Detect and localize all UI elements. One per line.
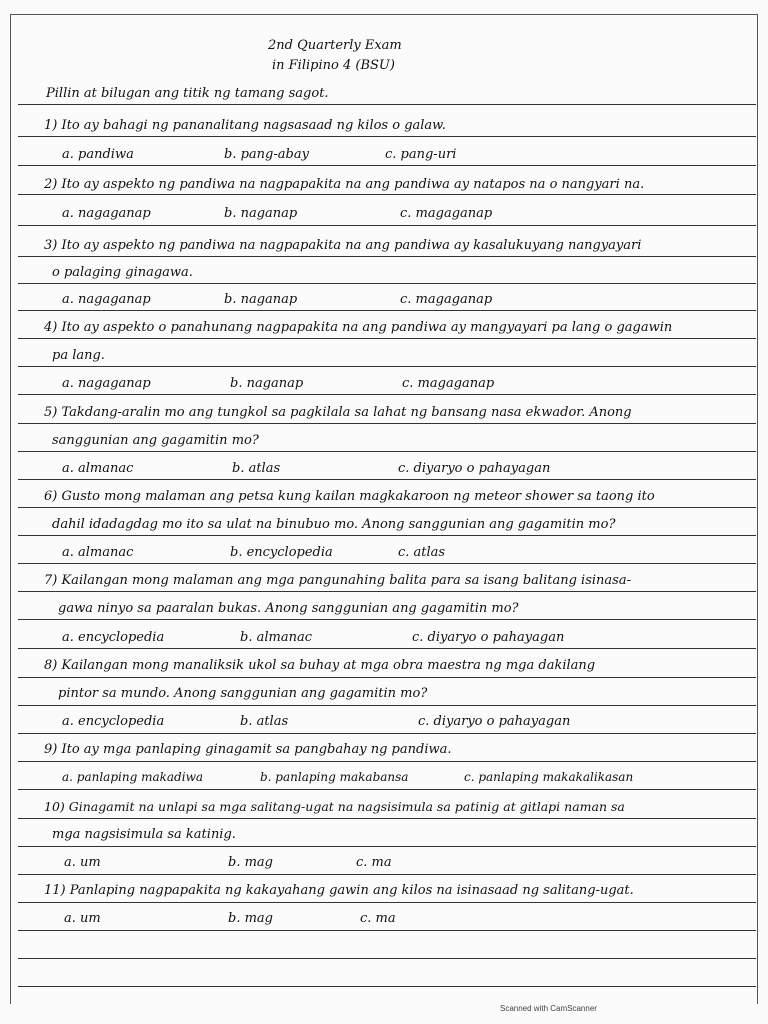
ruled-line [18,818,756,819]
question-7-choice-b[interactable]: b. almanac [240,630,312,645]
ruled-line [18,986,756,987]
ruled-line [18,165,756,166]
ruled-line [18,535,756,536]
ruled-line [18,136,756,137]
question-7-choice-a[interactable]: a. encyclopedia [62,630,165,645]
question-2-text: 2) Ito ay aspekto ng pandiwa na nagpapakita na ang pandiwa ay natapos na o nangyari na. [44,177,645,192]
ruled-line [18,930,756,931]
ruled-line [18,619,756,620]
question-6-text-cont: dahil idadagdag mo ito sa ulat na binubuo mo. Anong sanggunian ang gagamitin mo? [52,517,616,532]
question-6-choice-c[interactable]: c. atlas [398,545,446,560]
ruled-line [18,563,756,564]
question-6-text: 6) Gusto mong malaman ang petsa kung kailan magkakaroon ng meteor shower sa taong ito [44,489,655,504]
question-11-choice-b[interactable]: b. mag [228,911,273,926]
question-10-choice-b[interactable]: b. mag [228,855,273,870]
question-6-choice-b[interactable]: b. encyclopedia [230,545,333,560]
question-3-text: 3) Ito ay aspekto ng pandiwa na nagpapakita na ang pandiwa ay kasalukuyang nangyayari [44,238,642,253]
ruled-line [18,789,756,790]
question-9-choice-a[interactable]: a. panlaping makadiwa [62,770,203,784]
ruled-line [18,225,756,226]
exam-title: 2nd Quarterly Exam [268,38,402,53]
question-10-text: 10) Ginagamit na unlapi sa mga salitang-ugat na nagsisimula sa patinig at gitlapi naman sa [44,799,625,814]
question-11-choice-c[interactable]: c. ma [360,911,396,926]
exam-subtitle: in Filipino 4 (BSU) [272,58,395,73]
ruled-line [18,648,756,649]
question-10-choice-c[interactable]: c. ma [356,855,392,870]
page-border-right [757,14,758,1004]
question-3-choice-b[interactable]: b. naganap [224,292,298,307]
question-2-choice-c[interactable]: c. magaganap [400,206,493,221]
question-5-choice-c[interactable]: c. diyaryo o pahayagan [398,461,551,476]
page-border-top [10,14,758,15]
instruction-text: Pillin at bilugan ang titik ng tamang sagot. [46,86,329,101]
question-8-text: 8) Kailangan mong manaliksik ukol sa buhay at mga obra maestra ng mga dakilang [44,658,596,673]
ruled-line [18,256,756,257]
ruled-line [18,194,756,195]
question-7-text: 7) Kailangan mong malaman ang mga pangunahing balita para sa isang balitang isinasa- [44,573,631,588]
ruled-line [18,902,756,903]
ruled-line [18,958,756,959]
ruled-line [18,591,756,592]
question-1-text: 1) Ito ay bahagi ng pananalitang nagsasaad ng kilos o galaw. [44,118,446,133]
question-4-choice-b[interactable]: b. naganap [230,376,304,391]
ruled-line [18,874,756,875]
question-11-choice-a[interactable]: a. um [64,911,101,926]
question-11-text: 11) Panlaping nagpapakita ng kakayahang gawin ang kilos na isinasaad ng salitang-ugat. [44,883,634,898]
ruled-line [18,733,756,734]
question-9-text: 9) Ito ay mga panlaping ginagamit sa pangbahay ng pandiwa. [44,742,452,757]
question-5-choice-b[interactable]: b. atlas [232,461,281,476]
question-7-text-cont: gawa ninyo sa paaralan bukas. Anong sanggunian ang gagamitin mo? [58,601,519,616]
question-8-choice-c[interactable]: c. diyaryo o pahayagan [418,714,571,729]
ruled-line [18,677,756,678]
question-3-choice-a[interactable]: a. nagaganap [62,292,151,307]
question-2-choice-b[interactable]: b. naganap [224,206,298,221]
ruled-line [18,705,756,706]
question-9-choice-c[interactable]: c. panlaping makakalikasan [464,770,634,784]
ruled-line [18,846,756,847]
question-7-choice-c[interactable]: c. diyaryo o pahayagan [412,630,565,645]
question-4-choice-a[interactable]: a. nagaganap [62,376,151,391]
ruled-line [18,366,756,367]
ruled-line [18,338,756,339]
scanner-watermark: Scanned with CamScanner [500,1004,597,1013]
ruled-line [18,479,756,480]
question-5-text-cont: sanggunian ang gagamitin mo? [52,433,259,448]
ruled-line [18,451,756,452]
question-5-text: 5) Takdang-aralin mo ang tungkol sa pagkilala sa lahat ng bansang nasa ekwador. Anong [44,405,632,420]
ruled-line [18,283,756,284]
question-3-choice-c[interactable]: c. magaganap [400,292,493,307]
question-1-choice-c[interactable]: c. pang-uri [385,147,457,162]
ruled-line [18,394,756,395]
ruled-line [18,310,756,311]
question-1-choice-a[interactable]: a. pandiwa [62,147,134,162]
question-4-text: 4) Ito ay aspekto o panahunang nagpapakita na ang pandiwa ay mangyayari pa lang o gagawin [44,320,673,335]
question-4-choice-c[interactable]: c. magaganap [402,376,495,391]
question-5-choice-a[interactable]: a. almanac [62,461,134,476]
ruled-line [18,104,756,105]
question-1-choice-b[interactable]: b. pang-abay [224,147,309,162]
question-8-choice-a[interactable]: a. encyclopedia [62,714,165,729]
question-10-choice-a[interactable]: a. um [64,855,101,870]
question-8-text-cont: pintor sa mundo. Anong sanggunian ang gagamitin mo? [58,686,428,701]
question-8-choice-b[interactable]: b. atlas [240,714,289,729]
question-3-text-cont: o palaging ginagawa. [52,265,193,280]
question-10-text-cont: mga nagsisimula sa katinig. [52,827,236,842]
ruled-line [18,761,756,762]
question-2-choice-a[interactable]: a. nagaganap [62,206,151,221]
question-4-text-cont: pa lang. [52,348,105,363]
ruled-line [18,507,756,508]
question-9-choice-b[interactable]: b. panlaping makabansa [260,770,409,784]
question-6-choice-a[interactable]: a. almanac [62,545,134,560]
ruled-line [18,423,756,424]
page-border-left [10,14,11,1004]
